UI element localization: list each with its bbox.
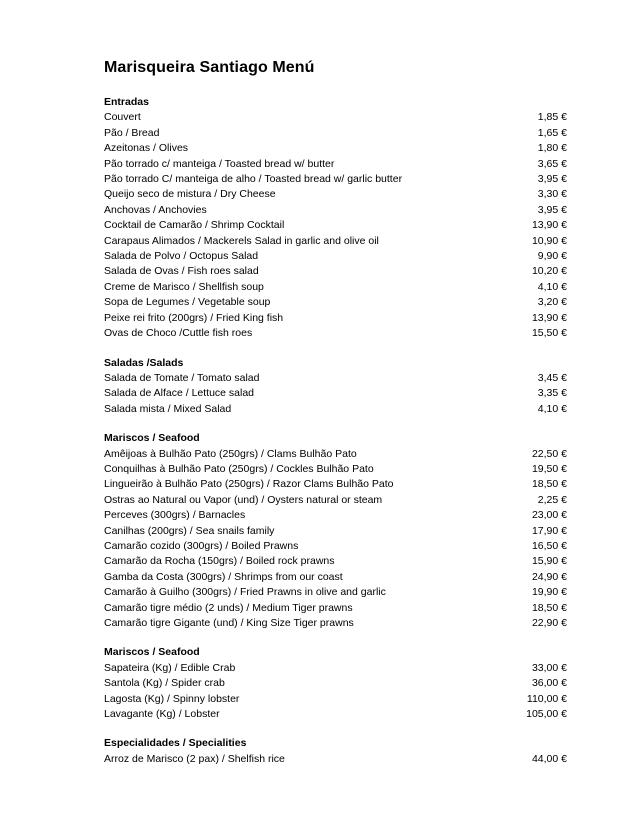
menu-item-price: 22,50 € [531, 447, 567, 460]
menu-item-price: 16,50 € [531, 539, 567, 552]
menu-item-name: Salada de Tomate / Tomato salad [104, 371, 260, 384]
menu-item-price: 10,20 € [531, 265, 567, 278]
section-heading: Especialidades / Specialities [104, 737, 247, 750]
menu-item-name: Lavagante (Kg) / Lobster [104, 708, 220, 721]
menu-item-price: 22,90 € [531, 617, 567, 629]
menu-item-name: Salada de Polvo / Octopus Salad [104, 250, 259, 263]
menu-item-row [104, 539, 567, 554]
menu-item-row [104, 508, 567, 523]
menu-item-price: 1,80 € [537, 142, 567, 155]
menu-item-row [104, 172, 567, 187]
menu-item-row [104, 386, 567, 401]
menu-section [104, 736, 567, 767]
menu-item-name: Ostras ao Natural ou Vapor (und) / Oysters natural or steam [104, 493, 383, 506]
menu-item-name: Camarão tigre médio (2 unds) / Medium Tiger prawns [104, 601, 353, 614]
menu-item-price: 36,00 € [531, 677, 567, 690]
menu-item-price: 19,90 € [531, 586, 567, 599]
menu-item-price: 13,90 € [531, 311, 567, 324]
menu-item-name: Peixe rei frito (200grs) / Fried King fish [104, 311, 284, 324]
menu-item-name: Creme de Marisco / Shellfish soup [104, 280, 264, 293]
page-title: Marisqueira Santiago Menú [104, 59, 315, 76]
menu-item-name: Ovas de Choco /Cuttle fish roes [104, 327, 253, 340]
menu-item-price: 23,00 € [531, 509, 567, 522]
menu-item-name: Salada de Alface / Lettuce salad [104, 387, 255, 400]
menu-item-name: Arroz de Marisco (2 pax) / Shelfish rice [104, 752, 285, 765]
menu-section [104, 645, 567, 722]
menu-item-row [104, 462, 567, 477]
menu-item-price: 3,35 € [537, 387, 567, 400]
menu-section [104, 95, 567, 342]
menu-item-price: 15,90 € [531, 555, 567, 568]
menu-item-price: 24,90 € [531, 570, 567, 583]
menu-item-price: 44,00 € [531, 752, 567, 765]
menu-item-name: Amêijoas à Bulhão Pato (250grs) / Clams Bulhão Pato [104, 447, 357, 460]
menu-item-name: Pão / Bread [104, 126, 160, 139]
menu-item-row [104, 616, 567, 631]
menu-item-row [104, 661, 567, 676]
menu-item-price: 2,25 € [537, 493, 567, 506]
menu-item-name: Camarão à Guilho (300grs) / Fried Prawns in olive and garlic [104, 586, 386, 599]
menu-item-row [104, 585, 567, 600]
menu-item-price: 1,85 € [537, 111, 567, 124]
menu-item-price: 13,90 € [531, 219, 567, 232]
menu-item-price: 10,90 € [531, 234, 567, 247]
menu-item-name: Camarão da Rocha (150grs) / Boiled rock prawns [104, 555, 335, 568]
menu-item-price: 18,50 € [531, 601, 567, 614]
menu-item-name: Gamba da Costa (300grs) / Shrimps from our coast [104, 570, 343, 583]
menu-item-row [104, 141, 567, 156]
menu-item-row [104, 477, 567, 492]
menu-item-row [104, 203, 567, 218]
menu-item-price: 19,50 € [531, 462, 567, 475]
menu-item-row [104, 157, 567, 172]
menu-item-price: 105,00 € [526, 708, 567, 721]
menu-item-price: 4,10 € [537, 280, 567, 293]
menu-item-name: Canilhas (200grs) / Sea snails family [104, 524, 275, 537]
menu-item-name: Queijo seco de mistura / Dry Cheese [104, 188, 276, 201]
menu-item-price: 3,65 € [537, 157, 567, 170]
menu-item-name: Perceves (300grs) / Barnacles [104, 509, 246, 522]
menu-item-name: Camarão tigre Gigante (und) / King Size Tiger prawns [104, 617, 354, 629]
menu-item-row [104, 554, 567, 569]
menu-item-price: 9,90 € [537, 250, 567, 263]
menu-item-price: 18,50 € [531, 478, 567, 491]
menu-item-price: 110,00 € [526, 692, 567, 705]
menu-item-name: Pão torrado c/ manteiga / Toasted bread w/ butter [104, 157, 335, 170]
menu-item-name: Carapaus Alimados / Mackerels Salad in garlic and olive oil [104, 234, 379, 247]
menu-item-row [104, 126, 567, 141]
menu-item-price: 3,95 € [537, 203, 567, 216]
menu-sections [104, 95, 567, 767]
menu-item-row [104, 707, 567, 722]
menu-item-name: Couvert [104, 111, 141, 124]
menu-item-price: 33,00 € [531, 661, 567, 674]
menu-item-price: 15,50 € [531, 327, 567, 340]
menu-item-name: Lingueirão à Bulhão Pato (250grs) / Razor Clams Bulhão Pato [104, 478, 394, 491]
menu-item-row [104, 752, 567, 767]
menu-section [104, 356, 567, 418]
menu-item-row [104, 264, 567, 279]
menu-item-name: Sapateira (Kg) / Edible Crab [104, 661, 236, 674]
menu-item-row [104, 249, 567, 264]
menu-item-name: Salada mista / Mixed Salad [104, 402, 232, 415]
menu-item-row [104, 524, 567, 539]
menu-item-name: Sopa de Legumes / Vegetable soup [104, 296, 271, 309]
menu-section [104, 431, 567, 631]
menu-item-row [104, 311, 567, 326]
menu-item-price: 3,30 € [537, 188, 567, 201]
menu-item-row [104, 326, 567, 341]
menu-item-price: 17,90 € [531, 524, 567, 537]
section-heading: Mariscos / Seafood [104, 646, 200, 659]
menu-item-row [104, 493, 567, 508]
menu-item-price: 3,20 € [537, 296, 567, 309]
menu-item-row [104, 110, 567, 125]
menu-item-name: Salada de Ovas / Fish roes salad [104, 265, 259, 278]
menu-item-row [104, 447, 567, 462]
menu-item-row [104, 218, 567, 233]
menu-item-name: Cocktail de Camarão / Shrimp Cocktail [104, 219, 285, 232]
menu-item-name: Pão torrado C/ manteiga de alho / Toasted bread w/ garlic butter [104, 173, 403, 186]
menu-item-name: Camarão cozido (300grs) / Boiled Prawns [104, 539, 299, 552]
menu-item-price: 1,65 € [537, 126, 567, 139]
menu-item-row [104, 601, 567, 616]
menu-item-row [104, 570, 567, 585]
menu-item-name: Lagosta (Kg) / Spinny lobster [104, 692, 240, 705]
menu-item-name: Santola (Kg) / Spider crab [104, 677, 225, 690]
menu-item-row [104, 234, 567, 249]
menu-item-name: Conquilhas à Bulhão Pato (250grs) / Cockles Bulhão Pato [104, 462, 374, 475]
menu-item-row [104, 280, 567, 295]
section-heading: Entradas [104, 96, 149, 108]
menu-item-row [104, 402, 567, 417]
menu-item-row [104, 371, 567, 386]
menu-item-row [104, 295, 567, 310]
menu-item-name: Azeitonas / Olives [104, 142, 189, 155]
menu-item-row [104, 187, 567, 202]
section-heading: Mariscos / Seafood [104, 432, 200, 445]
section-heading: Saladas /Salads [104, 356, 184, 369]
menu-item-name: Anchovas / Anchovies [104, 203, 207, 216]
menu-item-price: 3,95 € [537, 173, 567, 186]
menu-item-row [104, 676, 567, 691]
menu-item-price: 4,10 € [537, 402, 567, 415]
menu-item-price: 3,45 € [537, 371, 567, 384]
menu-item-row [104, 692, 567, 707]
